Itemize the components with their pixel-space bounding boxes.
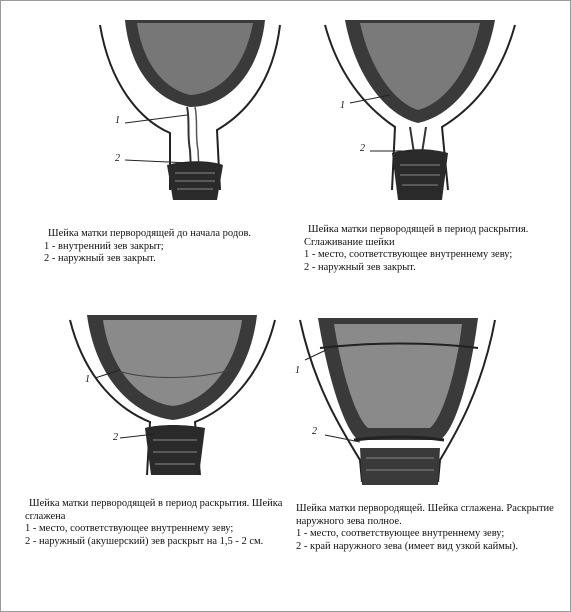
figure-3-caption-line: 2 - наружный (акушерский) зев раскрыт на 1,5 - 2 см. bbox=[25, 535, 264, 547]
figure-2-caption-line: 1 - место, соответствующее внутреннему зеву; bbox=[304, 249, 513, 260]
figure-1-marker-2: 2 bbox=[115, 153, 120, 164]
figure-3-caption-line: сглажена bbox=[25, 510, 66, 522]
figure-2-caption-line: Сглаживание шейки bbox=[304, 236, 395, 248]
figure-3-marker-2: 2 bbox=[113, 432, 118, 443]
figure-3-marker-1: 1 bbox=[85, 374, 90, 385]
figure-4-illustration bbox=[290, 310, 505, 485]
figure-2-caption-title: Шейка матки первородящей в период раскрытия. bbox=[308, 224, 529, 235]
figure-1-caption-title: Шейка матки первородящей до начала родов. bbox=[48, 228, 252, 239]
figure-3-caption bbox=[25, 498, 282, 548]
figure-1-illustration bbox=[95, 15, 295, 200]
figure-2-caption-line: 2 - наружный зев закрыт. bbox=[304, 261, 416, 273]
figure-1-marker-1: 1 bbox=[115, 115, 120, 126]
figure-2-marker-1: 1 bbox=[340, 100, 345, 111]
figure-4-caption-line: 1 - место, соответствующее внутреннему зеву; bbox=[296, 528, 505, 539]
figure-1-caption-line: 1 - внутренний зев закрыт; bbox=[44, 240, 164, 252]
figure-4-caption-title: Шейка матки первородящей. Шейка сглажена. Раскрытие bbox=[296, 503, 554, 514]
figure-3-illustration bbox=[65, 310, 280, 480]
figure-4-caption bbox=[296, 503, 554, 553]
figure-4-caption-line: наружного зева полное. bbox=[296, 515, 402, 527]
figure-1-caption bbox=[44, 228, 251, 266]
figure-1-cervical-canal bbox=[187, 107, 191, 170]
figure-3-caption-title: Шейка матки первородящей в период раскрытия. Шейка bbox=[29, 498, 283, 509]
figure-2-marker-2: 2 bbox=[360, 143, 365, 154]
figure-2-cervix bbox=[410, 127, 426, 153]
figure-3-vagina bbox=[145, 425, 205, 475]
figure-2-illustration bbox=[320, 15, 520, 200]
figure-4-marker-2: 2 bbox=[312, 426, 317, 437]
figure-2-caption bbox=[304, 224, 528, 274]
figure-3-caption-line: 1 - место, соответствующее внутреннему зеву; bbox=[25, 523, 234, 534]
figure-1-caption-line: 2 - наружный зев закрыт. bbox=[44, 253, 156, 264]
figure-4-caption-line: 2 - край наружного зева (имеет вид узкой каймы). bbox=[296, 540, 519, 552]
figure-4-marker-1: 1 bbox=[295, 365, 300, 376]
